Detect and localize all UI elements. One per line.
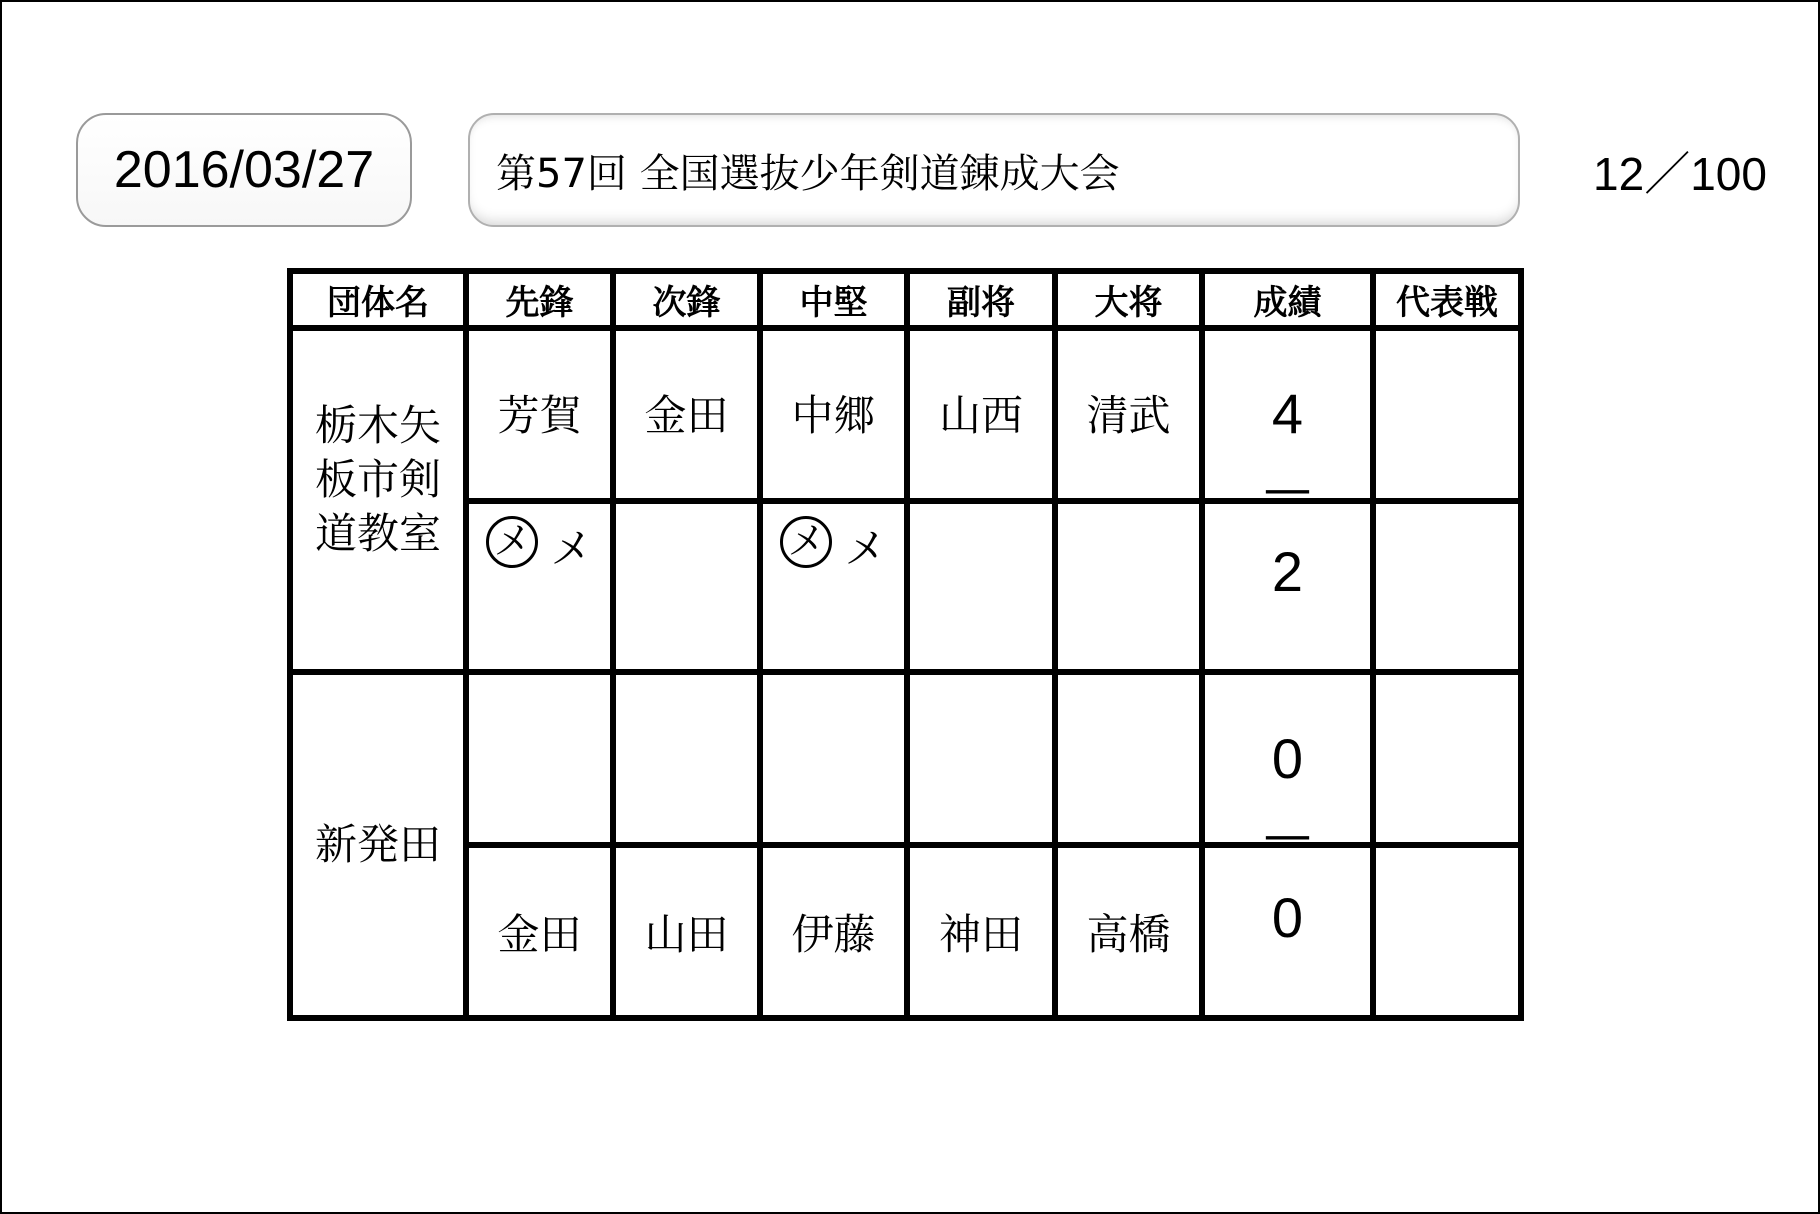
team-1-name[interactable] bbox=[293, 331, 463, 669]
team-1-name-line: 板市剣 bbox=[314, 455, 441, 504]
team-2-name[interactable]: 新発田 bbox=[314, 820, 441, 869]
team-1-points-jiho[interactable] bbox=[616, 504, 757, 669]
team-1-representative-top[interactable] bbox=[1376, 331, 1518, 498]
team-2-player-chuken[interactable]: 伊藤 bbox=[791, 909, 876, 959]
point-mark: メ bbox=[844, 524, 887, 573]
header-taisho: 大将 bbox=[1094, 283, 1163, 323]
team-2-player-fukusho[interactable]: 神田 bbox=[938, 909, 1023, 959]
tournament-title-text: 第57回 全国選抜少年剣道錬成大会 bbox=[496, 150, 1120, 197]
page-counter: 12／100 bbox=[1593, 148, 1767, 200]
team-1-player-chuken[interactable]: 中郷 bbox=[791, 391, 876, 440]
team-2-player-senpo[interactable]: 金田 bbox=[497, 909, 582, 959]
team-1-player-senpo[interactable]: 芳賀 bbox=[497, 391, 582, 440]
match-date[interactable]: 2016/03/27 bbox=[76, 113, 412, 227]
grid-line bbox=[1518, 268, 1524, 1021]
header-result: 成績 bbox=[1253, 283, 1322, 323]
team-1-points-total: 2 bbox=[1271, 539, 1304, 603]
team-1-points-senpo[interactable] bbox=[469, 504, 610, 669]
team-1-player-taisho[interactable]: 清武 bbox=[1086, 391, 1171, 440]
score-table bbox=[287, 268, 1524, 1021]
team-2-representative-top[interactable] bbox=[1376, 675, 1518, 842]
team-2-player-taisho[interactable]: 高橋 bbox=[1086, 909, 1171, 959]
team-2-result-separator: — bbox=[1263, 807, 1312, 863]
team-1-result-separator: — bbox=[1263, 461, 1312, 517]
circled-point-mark: メ bbox=[486, 516, 538, 568]
team-1-name-line: 栃木矢 bbox=[314, 401, 441, 450]
team-2-points-jiho[interactable] bbox=[616, 675, 757, 842]
team-1-player-jiho[interactable]: 金田 bbox=[644, 391, 729, 440]
header-chuken: 中堅 bbox=[799, 283, 868, 323]
team-1-points-fukusho[interactable] bbox=[910, 504, 1052, 669]
team-1-points-taisho[interactable] bbox=[1058, 504, 1199, 669]
team-2-points-chuken[interactable] bbox=[763, 675, 904, 842]
tournament-title[interactable] bbox=[468, 113, 1520, 227]
point-mark: メ bbox=[550, 524, 593, 573]
team-2-points-senpo[interactable] bbox=[469, 675, 610, 842]
team-1-representative-bottom[interactable] bbox=[1376, 504, 1518, 669]
team-1-points-chuken[interactable] bbox=[763, 504, 904, 669]
team-2-points-fukusho[interactable] bbox=[910, 675, 1052, 842]
team-2-points-taisho[interactable] bbox=[1058, 675, 1199, 842]
team-2-player-jiho[interactable]: 山田 bbox=[644, 909, 729, 959]
team-1-wins: 4 bbox=[1271, 381, 1304, 445]
team-1-name-line: 道教室 bbox=[314, 509, 441, 558]
team-1-player-fukusho[interactable]: 山西 bbox=[938, 391, 1023, 440]
header-jiho: 次鋒 bbox=[652, 283, 721, 323]
header-senpo: 先鋒 bbox=[505, 283, 574, 323]
team-2-representative-bottom[interactable] bbox=[1376, 848, 1518, 1015]
header-team-name: 団体名 bbox=[327, 283, 429, 323]
team-2-wins: 0 bbox=[1271, 726, 1304, 790]
circled-point-mark: メ bbox=[780, 516, 832, 568]
team-2-points-total: 0 bbox=[1271, 885, 1304, 949]
header-fukusho: 副将 bbox=[947, 283, 1015, 323]
header-representative: 代表戦 bbox=[1396, 283, 1498, 323]
